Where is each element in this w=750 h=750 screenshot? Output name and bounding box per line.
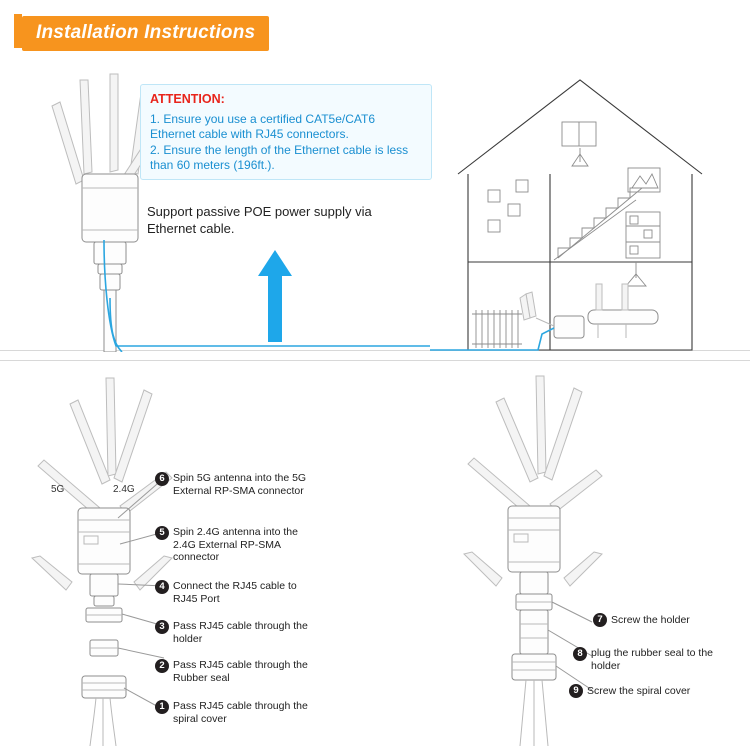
label-24g: 2.4G: [113, 484, 135, 495]
step-text-6: Spin 5G antenna into the 5G External RP-SMA connector: [173, 472, 307, 497]
step-badge-8: 8: [573, 647, 587, 661]
step-text-8: plug the rubber seal to the holder: [591, 647, 714, 672]
page-title: Installation Instructions: [36, 22, 256, 43]
section-divider: [0, 360, 750, 361]
step-text-3: Pass RJ45 cable through the holder: [173, 620, 308, 645]
step-text-4: Connect the RJ45 cable to RJ45 Port: [173, 580, 297, 605]
step-badge-5: 5: [155, 526, 169, 540]
ethernet-cable-run: [90, 240, 520, 360]
attention-item-2: 2. Ensure the length of the Ethernet cable is less than 60 meters (196ft.).: [150, 143, 409, 172]
step-badge-9: 9: [569, 684, 583, 698]
step-text-2: Pass RJ45 cable through the Rubber seal: [173, 659, 308, 684]
step-text-7: Screw the holder: [611, 614, 690, 626]
step-badge-6: 6: [155, 472, 169, 486]
step-text-5: Spin 2.4G antenna into the 2.4G External RP-SMA connector: [173, 526, 298, 563]
header-accent-bar: [14, 14, 22, 48]
step-badge-7: 7: [593, 613, 607, 627]
label-5g: 5G: [51, 484, 65, 495]
step-badge-2: 2: [155, 659, 169, 673]
step-badge-1: 1: [155, 700, 169, 714]
step-text-1: Pass RJ45 cable through the spiral cover: [173, 700, 308, 725]
step-badge-4: 4: [155, 580, 169, 594]
poe-note: Support passive POE power supply via Ethernet cable.: [147, 204, 372, 236]
attention-box: [140, 84, 432, 180]
page-title-banner: [22, 16, 269, 51]
step-badge-3: 3: [155, 620, 169, 634]
step-text-9: Screw the spiral cover: [587, 685, 691, 697]
attention-item-1: 1. Ensure you use a certified CAT5e/CAT6 Ethernet cable with RJ45 connectors.: [150, 112, 375, 141]
attention-title: ATTENTION:: [150, 92, 225, 106]
